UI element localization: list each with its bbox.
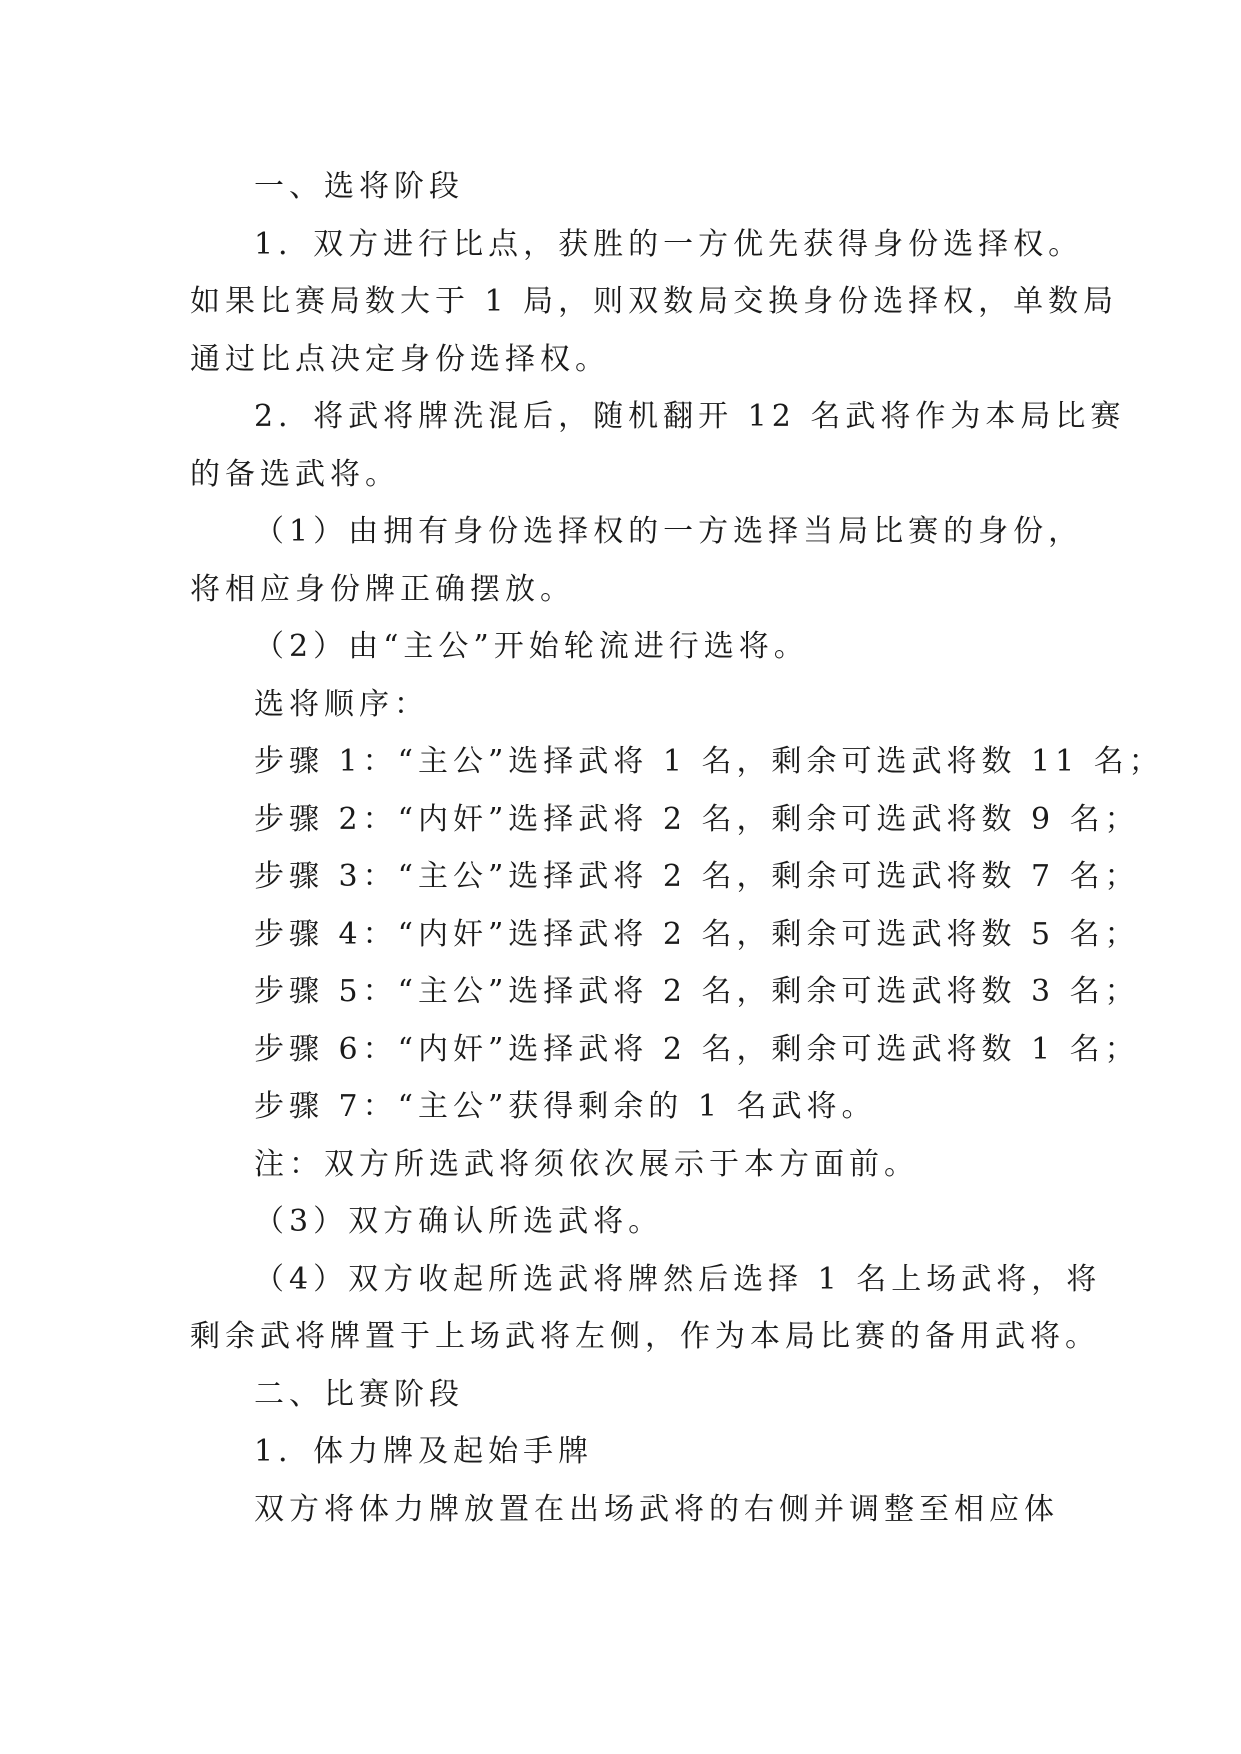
subsection-heading: 1．体力牌及起始手牌 — [254, 1434, 594, 1469]
section-heading-2: 二、比赛阶段 — [254, 1376, 464, 1412]
step-line: 步骤 4：“内奸”选择武将 2 名，剩余可选武将数 5 名； — [254, 916, 1140, 952]
step-line: 步骤 6：“内奸”选择武将 2 名，剩余可选武将数 1 名； — [254, 1031, 1140, 1067]
document-page — [190, 158, 1164, 1538]
paragraph-line: 选将顺序： — [254, 686, 429, 722]
paragraph-line: 的备选武将。 — [190, 456, 400, 492]
paragraph-line: 剩余武将牌置于上场武将左侧，作为本局比赛的备用武将。 — [190, 1319, 1100, 1354]
step-line: 步骤 7：“主公”获得剩余的 1 名武将。 — [254, 1089, 877, 1124]
paragraph-line: 如果比赛局数大于 1 局，则双数局交换身份选择权，单数局 — [190, 284, 1119, 319]
section-heading-1: 一、选将阶段 — [254, 169, 464, 204]
paragraph-line: 双方将体力牌放置在出场武将的右侧并调整至相应体 — [254, 1491, 1059, 1527]
paragraph-line: 1．双方进行比点，获胜的一方优先获得身份选择权。 — [254, 226, 1084, 262]
paragraph-line: （2）由“主公”开始轮流进行选将。 — [254, 629, 809, 664]
paragraph-line: （3）双方确认所选武将。 — [254, 1204, 664, 1239]
paragraph-line: 2．将武将牌洗混后，随机翻开 12 名武将作为本局比赛 — [254, 399, 1126, 434]
paragraph-line: （4）双方收起所选武将牌然后选择 1 名上场武将，将 — [254, 1261, 1102, 1297]
step-line: 步骤 5：“主公”选择武将 2 名，剩余可选武将数 3 名； — [254, 974, 1140, 1009]
step-line: 步骤 2：“内奸”选择武将 2 名，剩余可选武将数 9 名； — [254, 801, 1140, 837]
note-line: 注：双方所选武将须依次展示于本方面前。 — [254, 1146, 919, 1182]
paragraph-line: 将相应身份牌正确摆放。 — [190, 571, 575, 607]
step-line: 步骤 1：“主公”选择武将 1 名，剩余可选武将数 11 名； — [254, 744, 1164, 779]
paragraph-line: 通过比点决定身份选择权。 — [190, 341, 610, 377]
paragraph-line: （1）由拥有身份选择权的一方选择当局比赛的身份， — [254, 514, 1084, 549]
step-line: 步骤 3：“主公”选择武将 2 名，剩余可选武将数 7 名； — [254, 859, 1140, 894]
